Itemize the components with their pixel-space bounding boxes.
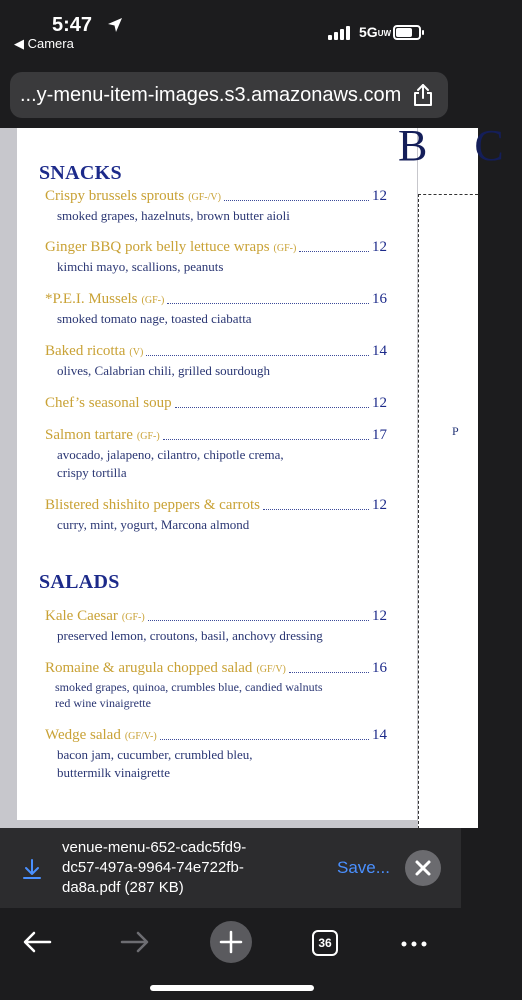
menu-item-name: *P.E.I. Mussels <box>45 291 138 307</box>
menu-item-name: Salmon tartare <box>45 427 133 443</box>
new-tab-button[interactable] <box>207 918 255 966</box>
menu-item-tag: (GF/V) <box>256 664 286 675</box>
menu-item-name: Baked ricotta <box>45 343 126 359</box>
download-filename-line: dc57-497a-9964-74e722fb- <box>62 859 244 876</box>
menu-item <box>45 427 387 482</box>
leader-dots <box>160 739 369 740</box>
menu-item-tag: (GF-/V) <box>188 192 221 203</box>
leader-dots <box>146 355 369 356</box>
leader-dots <box>289 672 369 673</box>
menu-item-description: smoked grapes, quinoa, crumbles blue, candied walnuts <box>55 680 323 694</box>
battery-level <box>396 28 412 37</box>
arrow-right-icon <box>110 918 158 966</box>
arrow-left-icon <box>14 918 62 966</box>
url-text[interactable]: ...y-menu-item-images.s3.amazonaws.com <box>20 84 402 106</box>
pdf-page-next <box>398 121 522 828</box>
status-time: 5:47 <box>52 14 93 36</box>
menu-item <box>45 608 387 645</box>
menu-item-description: olives, Calabrian chili, grilled sourdough <box>57 363 271 378</box>
menu-item-description: kimchi mayo, scallions, peanuts <box>57 259 224 274</box>
menu-item-tag: (V) <box>129 347 144 358</box>
home-indicator <box>150 985 314 991</box>
menu-item-description: buttermilk vinaigrette <box>57 765 170 780</box>
dashed-border <box>418 194 478 834</box>
menu-item-description: smoked grapes, hazelnuts, brown butter aioli <box>57 208 290 223</box>
menu-item-tag: (GF-) <box>136 431 160 442</box>
menu-item-description: avocado, jalapeno, cilantro, chipotle crema, <box>57 447 284 462</box>
browser-header <box>0 62 461 128</box>
address-bar[interactable] <box>10 72 448 118</box>
menu-item-name: Ginger BBQ pork belly lettuce wraps <box>45 239 270 255</box>
back-button[interactable] <box>14 918 62 966</box>
section-title-salads: SALADS <box>39 571 120 593</box>
tabs-button[interactable] <box>302 918 350 966</box>
plus-icon <box>207 918 255 966</box>
leader-dots <box>163 439 369 440</box>
more-menu-button[interactable] <box>390 918 438 966</box>
menu-item <box>45 660 387 711</box>
location-arrow-icon <box>107 17 123 33</box>
network-sub-label: UW <box>377 28 392 38</box>
menu-item <box>45 727 387 782</box>
leader-dots <box>148 620 369 621</box>
menu-item-tag: (GF-) <box>273 243 297 254</box>
menu-item-description: bacon jam, cucumber, crumbled bleu, <box>57 747 253 762</box>
menu-item-name: Wedge salad <box>45 727 121 743</box>
menu-item-price: 12 <box>372 188 387 204</box>
download-filename-line: da8a.pdf (287 KB) <box>62 879 184 896</box>
menu-item <box>45 188 387 225</box>
download-bar <box>0 828 461 908</box>
leader-dots <box>175 407 369 408</box>
menu-item-tag: (GF/V-) <box>124 731 157 742</box>
menu-item-name: Kale Caesar <box>45 608 118 624</box>
menu-item-price: 12 <box>372 395 387 411</box>
menu-item <box>45 343 387 380</box>
menu-item <box>45 239 387 276</box>
download-filename <box>62 838 282 898</box>
menu-item-price: 12 <box>372 608 387 624</box>
leader-dots <box>299 251 369 252</box>
menu-item <box>45 395 387 412</box>
leader-dots <box>224 200 369 201</box>
menu-item-name: Blistered shishito peppers & carrots <box>45 497 260 513</box>
network-label: 5G <box>359 24 378 40</box>
battery-icon <box>393 25 421 40</box>
back-to-app-link[interactable]: ◀ Camera <box>14 36 74 51</box>
browser-toolbar <box>0 908 461 1000</box>
more-icon <box>390 918 438 966</box>
menu-item-price: 17 <box>372 427 387 443</box>
menu-item-description: crispy tortilla <box>57 465 127 480</box>
menu-item-price: 14 <box>372 343 387 359</box>
menu-item-name: Crispy brussels sprouts <box>45 188 185 204</box>
menu-item-description: preserved lemon, croutons, basil, anchovy dressing <box>57 628 323 643</box>
download-icon <box>22 858 42 880</box>
section-title-snacks: SNACKS <box>39 162 122 184</box>
network-type <box>359 24 391 40</box>
page2-header: B C <box>398 121 522 170</box>
leader-dots <box>167 303 369 304</box>
status-bar <box>0 0 461 62</box>
menu-item-price: 16 <box>372 291 387 307</box>
close-download-button[interactable] <box>405 850 441 886</box>
save-button[interactable]: Save... <box>337 858 390 877</box>
menu-item-tag: (GF-) <box>121 612 145 623</box>
menu-item <box>45 291 387 328</box>
menu-item-name: Chef’s seasonal soup <box>45 395 172 411</box>
menu-item-price: 12 <box>372 497 387 513</box>
menu-item-tag: (GF-) <box>141 295 165 306</box>
leader-dots <box>263 509 369 510</box>
menu-item-name: Romaine & arugula chopped salad <box>45 660 253 676</box>
page2-letter: P <box>452 424 459 438</box>
share-icon[interactable] <box>412 83 434 107</box>
forward-button[interactable] <box>110 918 158 966</box>
download-filename-line: venue-menu-652-cadc5fd9- <box>62 839 247 856</box>
pdf-viewer[interactable] <box>0 121 522 828</box>
cellular-signal-icon <box>328 26 352 40</box>
menu-item-description: smoked tomato nage, toasted ciabatta <box>57 311 252 326</box>
menu-item-description: red wine vinaigrette <box>55 696 151 710</box>
close-icon <box>405 850 441 886</box>
menu-item-price: 12 <box>372 239 387 255</box>
pdf-page <box>17 128 417 820</box>
menu-item-price: 14 <box>372 727 387 743</box>
menu-item <box>45 497 387 534</box>
menu-item-price: 16 <box>372 660 387 676</box>
menu-item-description: curry, mint, yogurt, Marcona almond <box>57 517 250 532</box>
tab-count: 36 <box>312 930 338 956</box>
